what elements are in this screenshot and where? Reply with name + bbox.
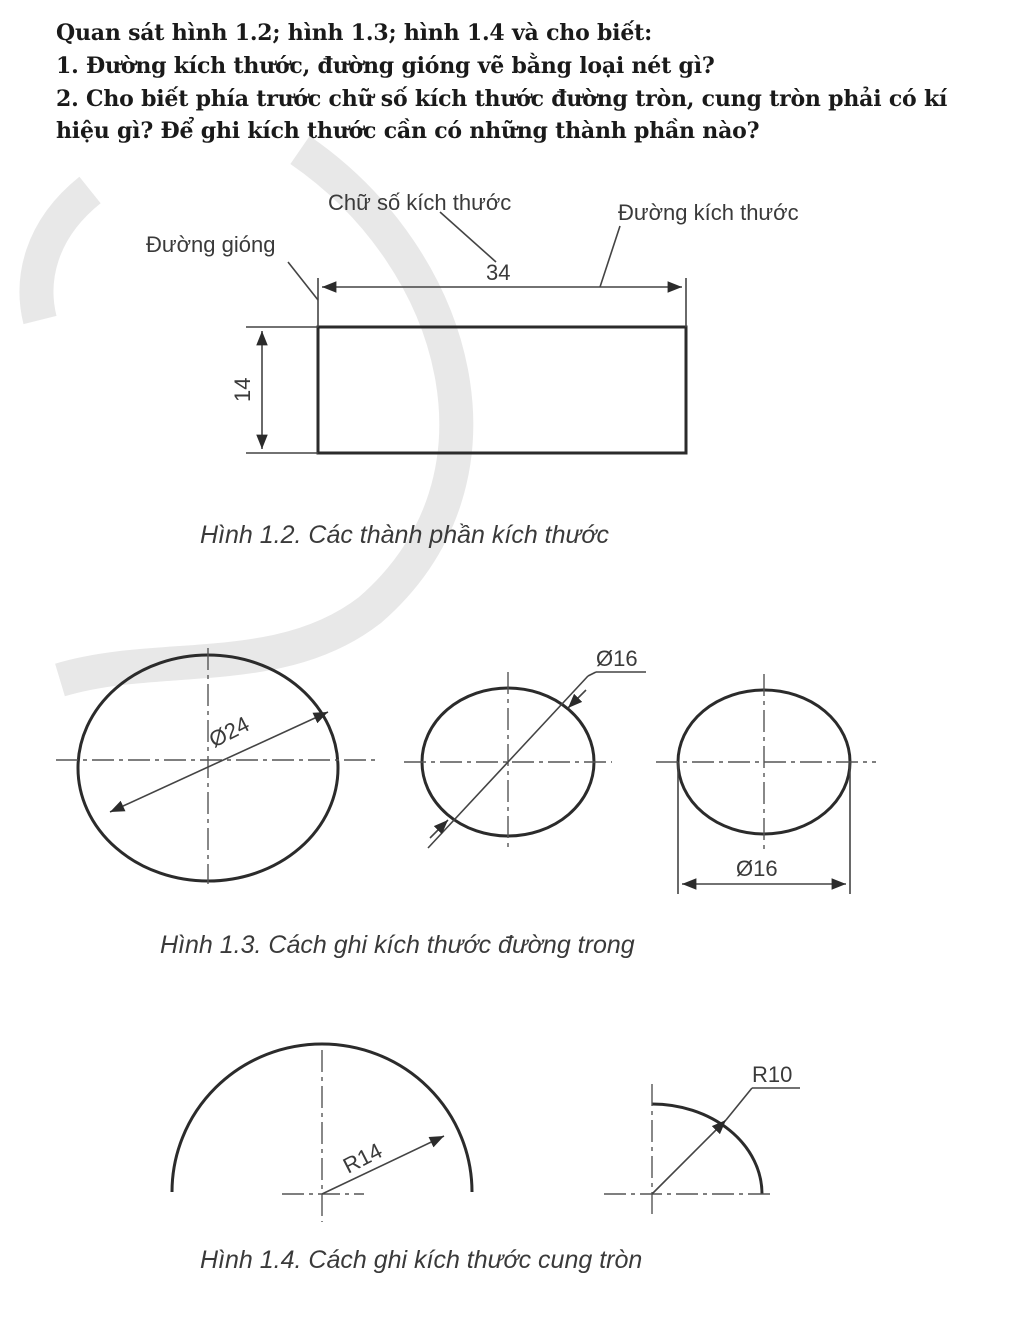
label-dimension-number: Chữ số kích thước xyxy=(328,190,512,215)
question-intro: Quan sát hình 1.2; hình 1.3; hình 1.4 và cho biết: xyxy=(56,20,653,46)
question-1: 1. Đường kích thước, đường gióng vẽ bằng loại nét gì? xyxy=(56,53,715,79)
dimension-value-radius-left: R14 xyxy=(338,1137,387,1179)
dimension-value-diameter-mid: Ø16 xyxy=(596,646,638,671)
caption-figure-1-4: Hình 1.4. Cách ghi kích thước cung tròn xyxy=(200,1246,643,1274)
dimension-value-diameter-right: Ø16 xyxy=(736,856,778,881)
leader-line xyxy=(726,1088,752,1120)
question-2-line-1: 2. Cho biết phía trước chữ số kích thước đường tròn, cung tròn phải có kí xyxy=(56,86,948,112)
leader-line xyxy=(600,226,620,287)
dimension-value-height: 14 xyxy=(230,377,255,402)
arrow xyxy=(568,690,586,708)
leader-line xyxy=(440,212,496,262)
label-dimension-line: Đường kích thước xyxy=(618,200,799,225)
radius-dimension-line xyxy=(322,1136,444,1194)
caption-figure-1-3: Hình 1.3. Cách ghi kích thước đường trong xyxy=(160,931,635,959)
label-extension-line: Đường gióng xyxy=(146,232,276,257)
caption-figure-1-2: Hình 1.2. Các thành phần kích thước xyxy=(200,521,609,549)
dimension-value-diameter-large: Ø24 xyxy=(204,711,254,753)
watermark-swoosh xyxy=(37,150,457,680)
leader-line xyxy=(588,672,596,676)
arc-right xyxy=(652,1104,762,1194)
figure-1-3 xyxy=(56,646,876,959)
question-2-line-2: hiệu gì? Để ghi kích thước cần có những thành phần nào? xyxy=(56,118,760,144)
dimension-value-radius-right: R10 xyxy=(752,1062,793,1087)
leader-line xyxy=(288,262,318,300)
figure-1-4 xyxy=(172,1044,800,1274)
radius-dimension-line xyxy=(652,1120,726,1194)
figure-1-2 xyxy=(146,190,799,549)
dimension-value-width: 34 xyxy=(486,260,511,285)
rectangle-part xyxy=(318,327,686,453)
